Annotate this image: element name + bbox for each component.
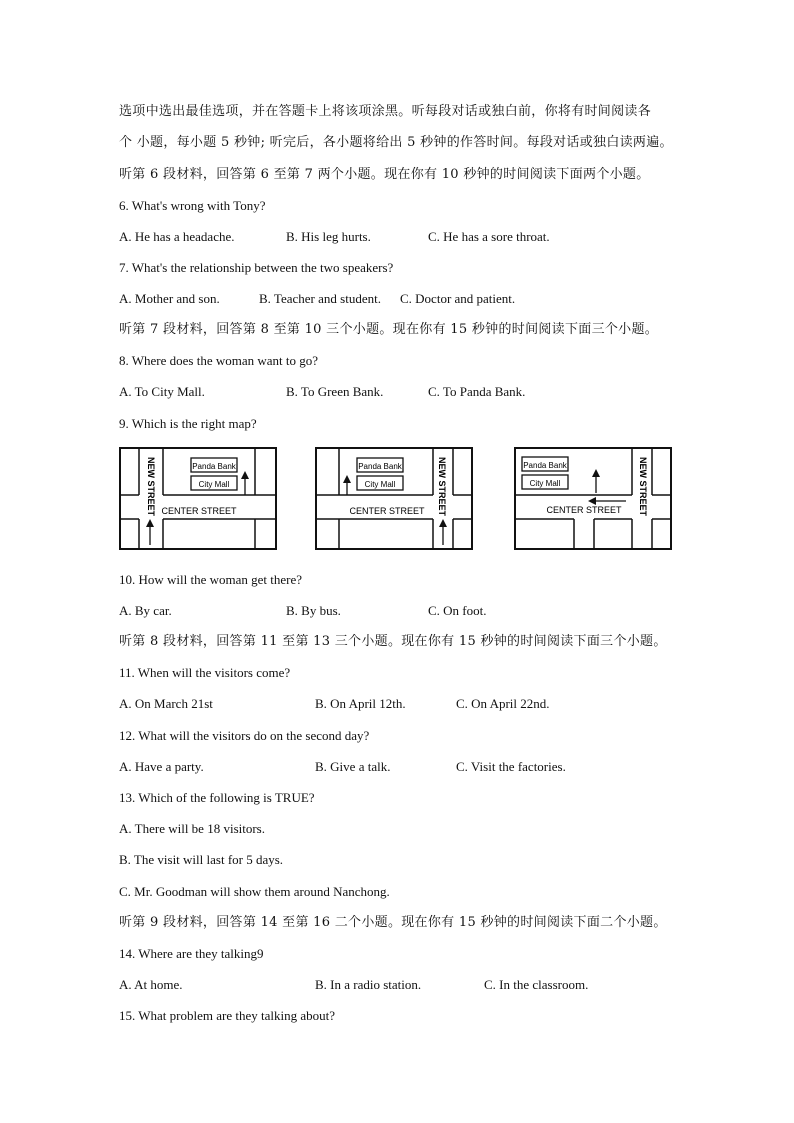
option-6a: A. He has a headache. <box>119 229 235 244</box>
option-7a: A. Mother and son. <box>119 291 220 306</box>
option-11b: B. On April 12th. <box>315 696 406 711</box>
map-option-c <box>514 447 672 550</box>
map-c-new-street-label: NEW STREET <box>638 457 648 517</box>
option-7c: C. Doctor and patient. <box>400 291 516 306</box>
question-12: 12. What will the visitors do on the second day? <box>119 728 370 743</box>
instruction-line-1: 选项中选出最佳选项，并在答题卡上将该项涂黑。听每段对话或独白前，你将有时间阅读各 <box>119 104 652 119</box>
option-10b: B. By bus. <box>286 603 341 618</box>
option-10c: C. On foot. <box>428 603 487 618</box>
map-b-new-street-label: NEW STREET <box>437 457 447 517</box>
option-10a: A. By car. <box>119 603 172 618</box>
option-14c: C. In the classroom. <box>484 977 589 992</box>
option-11a: A. On March 21st <box>119 696 213 711</box>
option-14a: A. At home. <box>119 977 183 992</box>
option-8c: C. To Panda Bank. <box>428 384 526 399</box>
option-14b: B. In a radio station. <box>315 977 422 992</box>
question-7: 7. What's the relationship between the two speakers? <box>119 260 394 275</box>
option-12c: C. Visit the factories. <box>456 759 566 774</box>
section-heading-8: 听第 8 段材料，回答第 11 至第 13 三个小题。现在你有 15 秒钟的时间阅读下面三个小题。 <box>119 634 667 649</box>
map-c-panda-bank-label: Panda Bank <box>523 461 567 470</box>
question-14: 14. Where are they talking9 <box>119 946 264 961</box>
map-a-panda-bank-label: Panda Bank <box>192 462 236 471</box>
map-c-center-street-label: CENTER STREET <box>546 505 622 515</box>
section-heading-7: 听第 7 段材料，回答第 8 至第 10 三个小题。现在你有 15 秒钟的时间阅读下面三个小题。 <box>119 322 659 337</box>
section-heading-6: 听第 6 段材料，回答第 6 至第 7 两个小题。现在你有 10 秒钟的时间阅读下面两个小题。 <box>119 167 650 182</box>
map-c-city-mall-label: City Mall <box>529 479 561 488</box>
map-b-panda-bank-label: Panda Bank <box>358 462 402 471</box>
option-12a: A. Have a party. <box>119 759 204 774</box>
option-6c: C. He has a sore throat. <box>428 229 550 244</box>
map-option-a <box>119 447 277 550</box>
option-13b: B. The visit will last for 5 days. <box>119 852 284 867</box>
option-11c: C. On April 22nd. <box>456 696 550 711</box>
option-13a: A. There will be 18 visitors. <box>119 821 265 836</box>
question-11: 11. When will the visitors come? <box>119 665 291 680</box>
map-a-city-mall-label: City Mall <box>198 480 230 489</box>
option-8a: A. To City Mall. <box>119 384 205 399</box>
map-a-new-street-label: NEW STREET <box>146 457 156 517</box>
question-10: 10. How will the woman get there? <box>119 572 303 587</box>
question-15: 15. What problem are they talking about? <box>119 1008 335 1023</box>
map-b-center-street-label: CENTER STREET <box>349 506 425 516</box>
map-b-city-mall-label: City Mall <box>364 480 396 489</box>
question-8: 8. Where does the woman want to go? <box>119 353 319 368</box>
map-a-center-street-label: CENTER STREET <box>161 506 237 516</box>
map-option-b <box>315 447 473 550</box>
question-13: 13. Which of the following is TRUE? <box>119 790 315 805</box>
section-heading-9: 听第 9 段材料，回答第 14 至第 16 二个小题。现在你有 15 秒钟的时间阅读下面二个小题。 <box>119 915 667 930</box>
option-12b: B. Give a talk. <box>315 759 391 774</box>
question-9: 9. Which is the right map? <box>119 416 257 431</box>
option-8b: B. To Green Bank. <box>286 384 384 399</box>
question-6: 6. What's wrong with Tony? <box>119 198 266 213</box>
instruction-line-2: 个 小题，每小题 5 秒钟; 听完后，各小题将给出 5 秒钟的作答时间。每段对话或独白读两遍。 <box>119 135 673 150</box>
option-13c: C. Mr. Goodman will show them around Nanchong. <box>119 884 390 899</box>
option-7b: B. Teacher and student. <box>259 291 381 306</box>
option-6b: B. His leg hurts. <box>286 229 371 244</box>
